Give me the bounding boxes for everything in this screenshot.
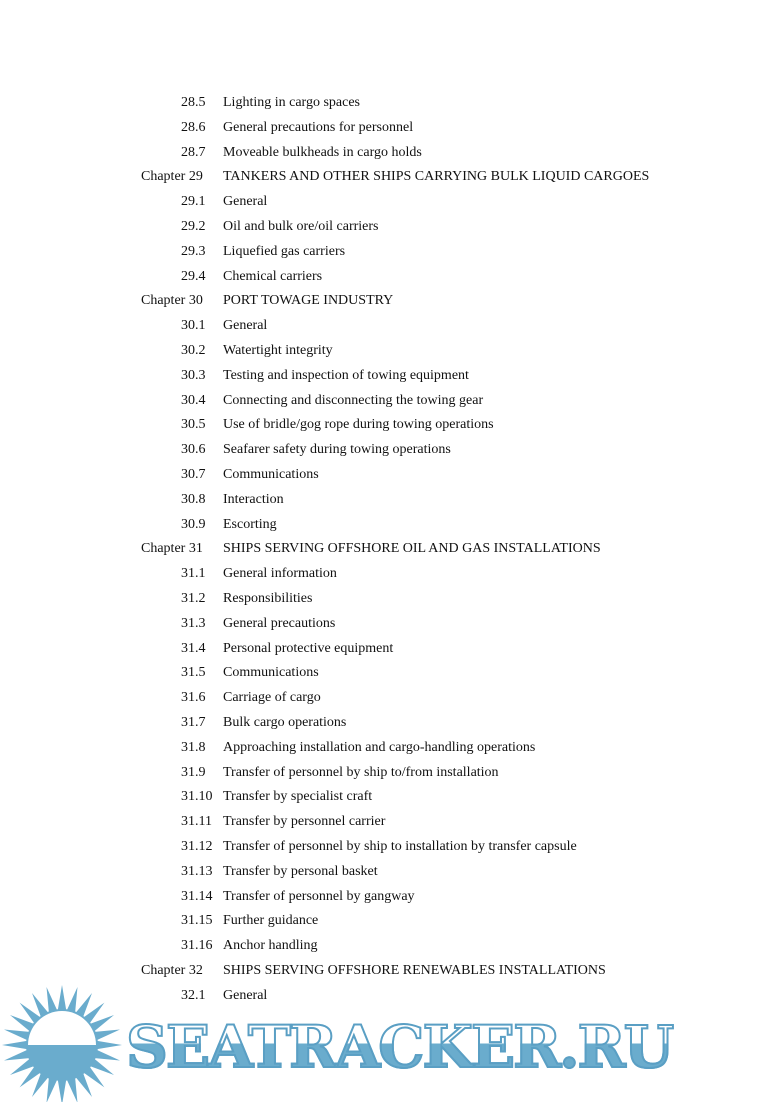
toc-number: 31.3 — [181, 615, 206, 631]
toc-title: Transfer by specialist craft — [223, 789, 373, 805]
toc-number: 31.16 — [181, 938, 213, 954]
toc-title: Watertight integrity — [223, 342, 333, 358]
toc-section-row — [0, 92, 779, 117]
sun-logo-icon — [0, 985, 125, 1102]
toc-section-row — [0, 514, 779, 539]
toc-title: General precautions for personnel — [223, 119, 414, 135]
toc-chapter-row — [0, 166, 779, 191]
watermark-text: SEATRACKER.RU — [126, 1013, 673, 1081]
toc-title: Moveable bulkheads in cargo holds — [223, 144, 422, 160]
toc-number: Chapter 29 — [141, 169, 203, 185]
toc-title: Approaching installation and cargo-handling operations — [223, 739, 536, 755]
toc-title: Responsibilities — [223, 590, 313, 606]
toc-title: Testing and inspection of towing equipment — [223, 367, 469, 383]
toc-title: Use of bridle/gog rope during towing operations — [223, 417, 494, 433]
toc-title: Transfer of personnel by ship to installation by transfer capsule — [223, 838, 577, 854]
toc-title: General — [223, 194, 268, 210]
toc-number: 30.4 — [181, 392, 206, 408]
toc-number: 31.2 — [181, 590, 206, 606]
table-of-contents — [0, 92, 779, 1009]
toc-number: Chapter 32 — [141, 962, 203, 978]
toc-section-row — [0, 910, 779, 935]
toc-number: 31.10 — [181, 789, 213, 805]
toc-number: 30.8 — [181, 491, 206, 507]
toc-number: 30.6 — [181, 442, 206, 458]
toc-section-row — [0, 489, 779, 514]
toc-title: Seafarer safety during towing operations — [223, 442, 451, 458]
toc-section-row — [0, 414, 779, 439]
toc-title: Liquefied gas carriers — [223, 243, 346, 259]
toc-title: Oil and bulk ore/oil carriers — [223, 218, 379, 234]
toc-title: Bulk cargo operations — [223, 714, 347, 730]
toc-section-row — [0, 390, 779, 415]
toc-section-row — [0, 886, 779, 911]
toc-title: Carriage of cargo — [223, 690, 321, 706]
toc-number: 29.2 — [181, 218, 206, 234]
toc-title: SHIPS SERVING OFFSHORE OIL AND GAS INSTALLATIONS — [223, 541, 601, 557]
toc-title: Personal protective equipment — [223, 640, 394, 656]
toc-section-row — [0, 464, 779, 489]
toc-title: TANKERS AND OTHER SHIPS CARRYING BULK LIQUID CARGOES — [223, 169, 650, 185]
toc-section-row — [0, 935, 779, 960]
toc-number: 31.9 — [181, 764, 206, 780]
toc-title: Lighting in cargo spaces — [223, 95, 360, 110]
toc-number: 31.1 — [181, 566, 206, 582]
toc-number: 30.3 — [181, 367, 206, 383]
toc-number: 31.7 — [181, 714, 206, 730]
toc-section-row — [0, 266, 779, 291]
toc-section-row — [0, 638, 779, 663]
toc-title: Communications — [223, 665, 319, 681]
toc-title: Transfer of personnel by ship to/from installation — [223, 764, 499, 780]
toc-title: Escorting — [223, 516, 277, 532]
toc-section-row — [0, 365, 779, 390]
toc-number: 29.1 — [181, 194, 206, 210]
toc-chapter-row — [0, 290, 779, 315]
toc-section-row — [0, 588, 779, 613]
toc-section-row — [0, 439, 779, 464]
toc-section-row — [0, 662, 779, 687]
toc-title: General — [223, 318, 268, 334]
toc-title: Anchor handling — [223, 938, 318, 954]
toc-title: Interaction — [223, 491, 284, 507]
toc-number: 28.7 — [181, 144, 206, 160]
toc-number: 30.9 — [181, 516, 206, 532]
toc-number: Chapter 30 — [141, 293, 203, 309]
toc-number: 29.3 — [181, 243, 206, 259]
toc-section-row — [0, 117, 779, 142]
toc-title: Communications — [223, 466, 319, 482]
toc-section-row — [0, 340, 779, 365]
toc-title: Transfer by personnel carrier — [223, 814, 386, 830]
toc-section-row — [0, 315, 779, 340]
toc-chapter-row — [0, 960, 779, 985]
toc-number: 30.7 — [181, 466, 206, 482]
toc-number: 31.11 — [181, 814, 212, 830]
toc-number: 30.5 — [181, 417, 206, 433]
toc-section-row — [0, 241, 779, 266]
toc-number: 31.12 — [181, 838, 213, 854]
toc-section-row — [0, 191, 779, 216]
toc-number: 31.14 — [181, 888, 213, 904]
toc-number: 29.4 — [181, 268, 206, 284]
toc-number: 31.6 — [181, 690, 206, 706]
toc-section-row — [0, 861, 779, 886]
toc-section-row — [0, 216, 779, 241]
toc-title: Transfer of personnel by gangway — [223, 888, 415, 904]
toc-section-row — [0, 737, 779, 762]
toc-section-row — [0, 563, 779, 588]
toc-title: Further guidance — [223, 913, 319, 929]
toc-number: 30.1 — [181, 318, 206, 334]
toc-number: 31.4 — [181, 640, 206, 656]
toc-number: 32.1 — [181, 987, 206, 1003]
toc-section-row — [0, 762, 779, 787]
toc-section-row — [0, 142, 779, 167]
toc-section-row — [0, 613, 779, 638]
toc-title: Connecting and disconnecting the towing gear — [223, 392, 484, 408]
toc-number: 28.5 — [181, 95, 206, 110]
toc-section-row — [0, 836, 779, 861]
toc-number: 30.2 — [181, 342, 206, 358]
toc-title: SHIPS SERVING OFFSHORE RENEWABLES INSTALLATIONS — [223, 962, 606, 978]
toc-title: General precautions — [223, 615, 336, 631]
toc-number: 31.8 — [181, 739, 206, 755]
toc-chapter-row — [0, 538, 779, 563]
toc-number: 31.15 — [181, 913, 213, 929]
toc-section-row — [0, 712, 779, 737]
toc-section-row — [0, 687, 779, 712]
toc-title: General information — [223, 566, 337, 582]
toc-number: 31.5 — [181, 665, 206, 681]
toc-title: Transfer by personal basket — [223, 863, 378, 879]
toc-title: PORT TOWAGE INDUSTRY — [223, 293, 394, 309]
toc-section-row — [0, 786, 779, 811]
toc-number: Chapter 31 — [141, 541, 203, 557]
toc-title: Chemical carriers — [223, 268, 323, 284]
toc-number: 31.13 — [181, 863, 213, 879]
toc-section-row — [0, 811, 779, 836]
toc-number: 28.6 — [181, 119, 206, 135]
toc-title: General — [223, 987, 268, 1003]
